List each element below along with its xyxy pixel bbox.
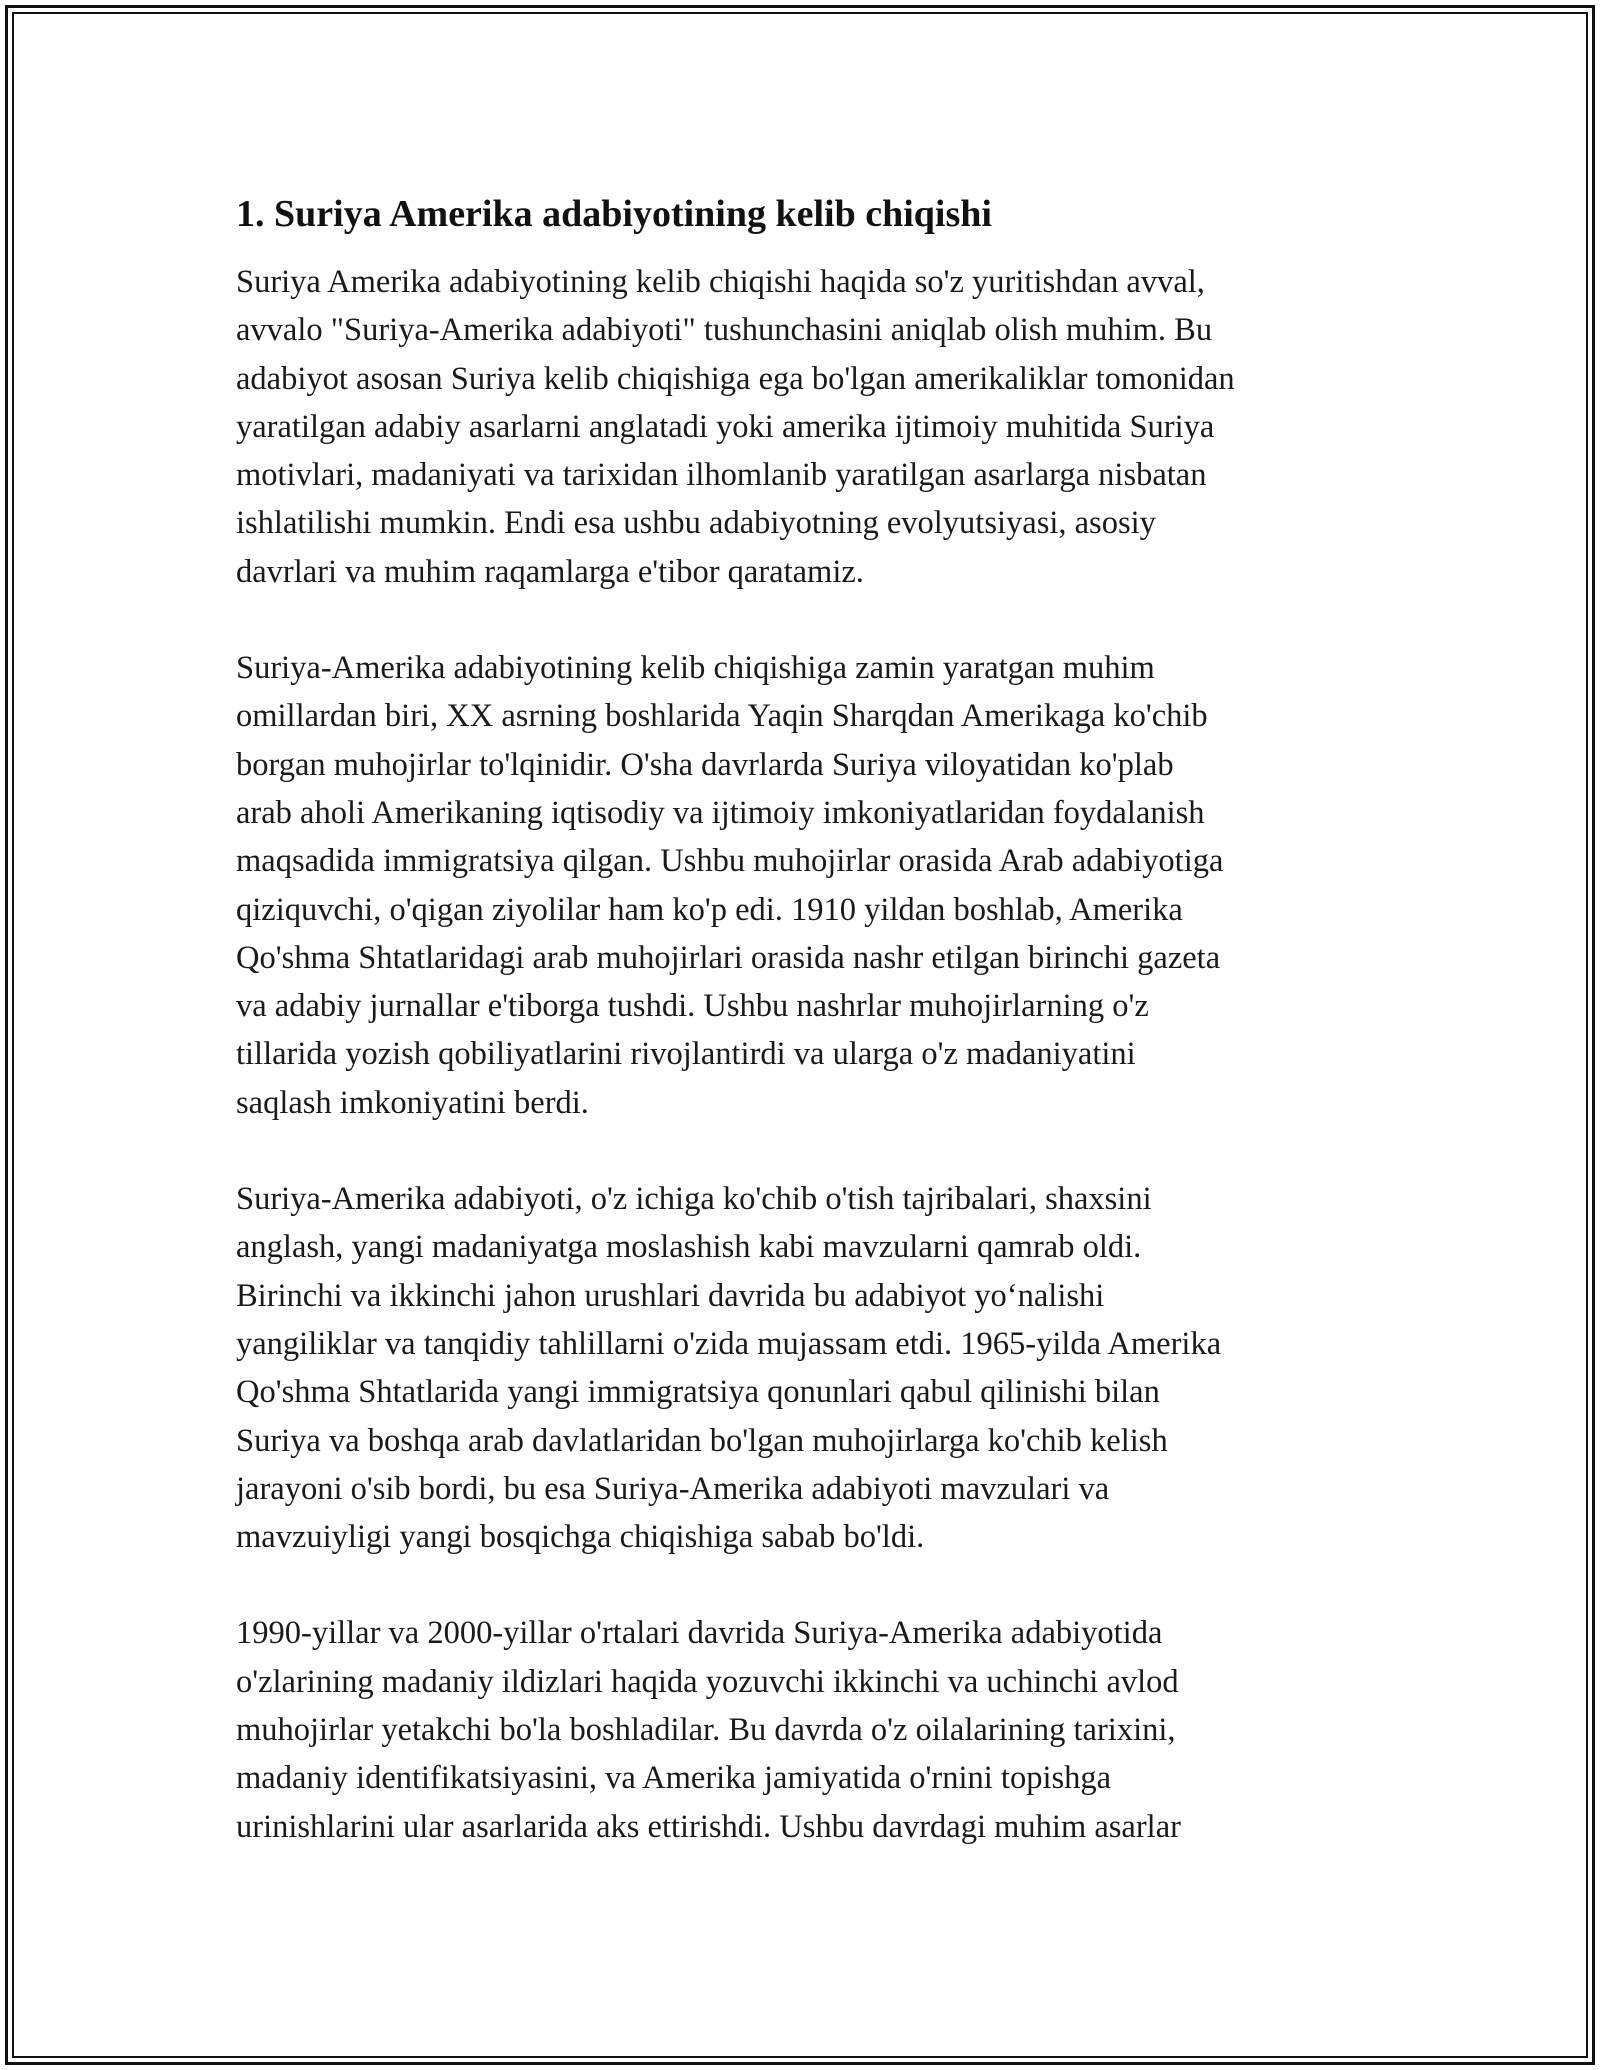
- text-line: avvalo "Suriya-Amerika adabiyoti" tushunchasini aniqlab olish muhim. Bu: [236, 312, 1213, 349]
- paragraph: [236, 644, 1376, 1127]
- text-line: Qo'shma Shtatlarida yangi immigratsiya qonunlari qabul qilinishi bilan: [236, 1374, 1160, 1411]
- text-line: Suriya va boshqa arab davlatlaridan bo'lgan muhojirlarga ko'chib kelish: [236, 1422, 1168, 1459]
- text-line: Suriya Amerika adabiyotining kelib chiqishi haqida so'z yuritishdan avval,: [236, 264, 1205, 300]
- text-line: qiziquvchi, o'qigan ziyolilar ham ko'p edi. 1910 yildan boshlab, Amerika: [236, 891, 1183, 928]
- text-line: Birinchi va ikkinchi jahon urushlari davrida bu adabiyot yo‘nalishi: [236, 1277, 1105, 1314]
- text-line: jarayoni o'sib bordi, bu esa Suriya-Amerika adabiyoti mavzulari va: [236, 1470, 1110, 1507]
- text-line: yangiliklar va tanqidiy tahlillarni o'zida mujassam etdi. 1965-yilda Amerika: [236, 1325, 1222, 1362]
- text-line: mavzuiyligi yangi bosqichga chiqishiga sabab bo'ldi.: [236, 1519, 925, 1556]
- document-body: [236, 190, 1376, 1899]
- text-line: o'zlarining madaniy ildizlari haqida yozuvchi ikkinchi va uchinchi avlod: [236, 1663, 1179, 1700]
- text-line: omillardan biri, XX asrning boshlarida Yaqin Sharqdan Amerikaga ko'chib: [236, 698, 1208, 735]
- text-line: borgan muhojirlar to'lqinidir. O'sha davrlarda Suriya viloyatidan ko'plab: [236, 746, 1174, 783]
- text-line: tillarida yozish qobiliyatlarini rivojlantirdi va ularga o'z madaniyatini: [236, 1036, 1136, 1073]
- text-line: yaratilgan adabiy asarlarni anglatadi yoki amerika ijtimoiy muhitida Suriya: [236, 408, 1215, 445]
- text-line: maqsadida immigratsiya qilgan. Ushbu muhojirlar orasida Arab adabiyotiga: [236, 843, 1224, 880]
- text-line: madaniy identifikatsiyasini, va Amerika jamiyatida o'rnini topishga: [236, 1760, 1112, 1797]
- paragraph: [236, 258, 1376, 596]
- text-line: saqlash imkoniyatini berdi.: [236, 1084, 589, 1121]
- text-line: anglash, yangi madaniyatga moslashish kabi mavzularni qamrab oldi.: [236, 1229, 1142, 1266]
- text-line: Suriya-Amerika adabiyotining kelib chiqishiga zamin yaratgan muhim: [236, 650, 1155, 687]
- paragraph: [236, 1609, 1376, 1850]
- text-line: arab aholi Amerikaning iqtisodiy va ijtimoiy imkoniyatlaridan foydalanish: [236, 794, 1205, 831]
- text-line: Suriya-Amerika adabiyoti, o'z ichiga ko'chib o'tish tajribalari, shaxsini: [236, 1181, 1152, 1218]
- text-line: davrlari va muhim raqamlarga e'tibor qaratamiz.: [236, 553, 864, 590]
- text-line: muhojirlar yetakchi bo'la boshladilar. Bu davrda o'z oilalarining tarixini,: [236, 1712, 1176, 1749]
- section-heading: 1. Suriya Amerika adabiyotining kelib chiqishi: [236, 193, 992, 235]
- text-line: motivlari, madaniyati va tarixidan ilhomlanib yaratilgan asarlarga nisbatan: [236, 457, 1207, 494]
- text-line: adabiyot asosan Suriya kelib chiqishiga ega bo'lgan amerikaliklar tomonidan: [236, 360, 1235, 397]
- text-line: va adabiy jurnallar e'tiborga tushdi. Ushbu nashrlar muhojirlarning o'z: [236, 988, 1149, 1025]
- paragraph: [236, 1175, 1376, 1561]
- text-line: Qo'shma Shtatlaridagi arab muhojirlari orasida nashr etilgan birinchi gazeta: [236, 939, 1221, 976]
- text-line: ishlatilishi mumkin. Endi esa ushbu adabiyotning evolyutsiyasi, asosiy: [236, 505, 1156, 542]
- text-line: 1990-yillar va 2000-yillar o'rtalari davrida Suriya-Amerika adabiyotida: [236, 1615, 1163, 1652]
- text-line: urinishlarini ular asarlarida aks ettirishdi. Ushbu davrdagi muhim asarlar: [236, 1808, 1181, 1845]
